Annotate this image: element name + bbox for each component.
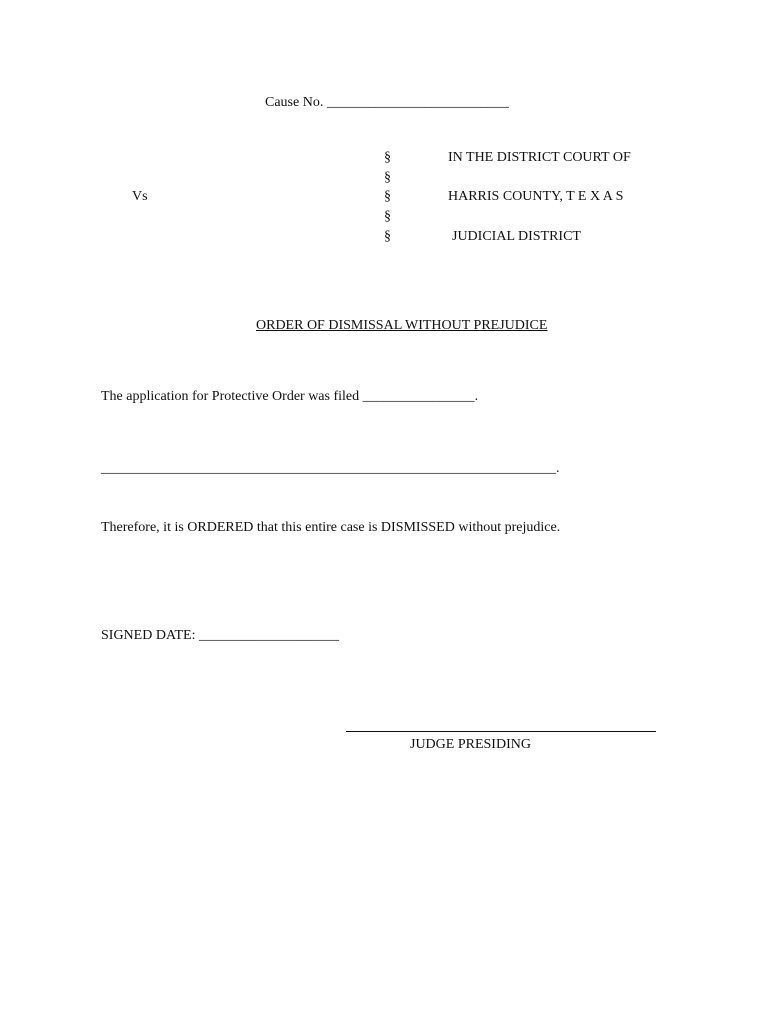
section-mark: § xyxy=(384,170,391,185)
court-line-1: IN THE DISTRICT COURT OF xyxy=(448,150,631,165)
blank-line: _________________________________________________________________. xyxy=(101,461,560,476)
judge-presiding-label: JUDGE PRESIDING xyxy=(410,737,531,752)
court-line-2: HARRIS COUNTY, T E X A S xyxy=(448,189,624,204)
section-mark: § xyxy=(384,150,391,165)
document-title: ORDER OF DISMISSAL WITHOUT PREJUDICE xyxy=(256,318,548,333)
signature-line xyxy=(346,731,656,732)
signed-date-line: SIGNED DATE: ____________________ xyxy=(101,628,339,643)
filed-line: The application for Protective Order was filed ________________. xyxy=(101,389,479,404)
section-mark: § xyxy=(384,209,391,224)
section-mark: § xyxy=(384,189,391,204)
court-line-3: JUDICIAL DISTRICT xyxy=(452,229,581,244)
ordered-line: Therefore, it is ORDERED that this entire case is DISMISSED without prejudice. xyxy=(101,520,561,535)
section-mark: § xyxy=(384,229,391,244)
cause-number-line: Cause No. __________________________ xyxy=(265,95,509,110)
versus-label: Vs xyxy=(132,189,148,204)
